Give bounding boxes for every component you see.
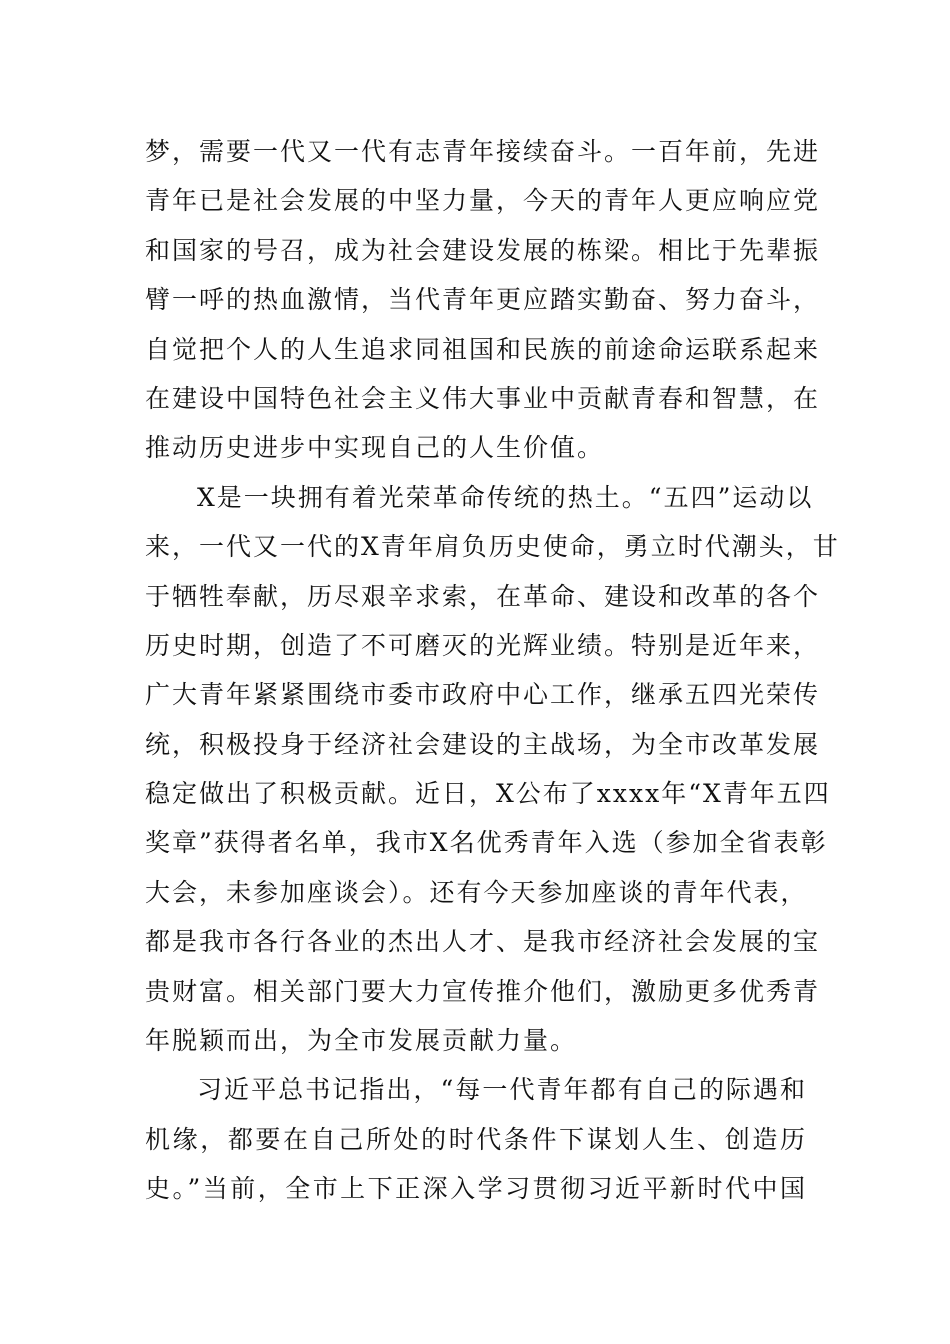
text-line: 都是我市各行各业的杰出人才、是我市经济社会发展的宝 bbox=[145, 927, 821, 957]
paragraph-3 bbox=[145, 1065, 807, 1213]
paragraph-2 bbox=[145, 473, 840, 1066]
text-line: 广大青年紧紧围绕市委市政府中心工作，继承五四光荣传 bbox=[145, 680, 821, 710]
text-line: 在建设中国特色社会主义伟大事业中贡献青春和智慧，在 bbox=[145, 383, 821, 413]
text-line: 大会，未参加座谈会）。还有今天参加座谈的青年代表， bbox=[145, 877, 808, 907]
text-line: 自觉把个人的人生追求同祖国和民族的前途命运联系起来 bbox=[145, 334, 821, 364]
paragraph-1 bbox=[145, 127, 821, 473]
text-line: 青年已是社会发展的中坚力量，今天的青年人更应响应党 bbox=[145, 186, 821, 216]
text-line: 史。”当前，全市上下正深入学习贯彻习近平新时代中国 bbox=[145, 1174, 807, 1204]
text-line: 奖章”获得者名单，我市X名优秀青年入选（参加全省表彰 bbox=[145, 828, 828, 858]
text-line: 来，一代又一代的X青年肩负历史使命，勇立时代潮头，甘 bbox=[145, 532, 840, 562]
text-line: 贵财富。相关部门要大力宣传推介他们，激励更多优秀青 bbox=[145, 976, 821, 1006]
text-line: 历史时期，创造了不可磨灭的光辉业绩。特别是近年来， bbox=[145, 630, 821, 660]
document-body bbox=[145, 127, 840, 1214]
text-line: 稳定做出了积极贡献。近日，X公布了xxxx年“X青年五四 bbox=[145, 779, 831, 809]
text-line: X是一块拥有着光荣革命传统的热土。“五四”运动以 bbox=[197, 482, 814, 512]
text-line: 臂一呼的热血激情，当代青年更应踏实勤奋、努力奋斗， bbox=[145, 285, 821, 315]
text-line: 于牺牲奉献，历尽艰辛求索，在革命、建设和改革的各个 bbox=[145, 581, 821, 611]
text-line: 和国家的号召，成为社会建设发展的栋梁。相比于先辈振 bbox=[145, 235, 821, 265]
text-line: 推动历史进步中实现自己的人生价值。 bbox=[145, 433, 605, 463]
text-line: 梦，需要一代又一代有志青年接续奋斗。一百年前，先进 bbox=[145, 137, 821, 166]
text-line: 统，积极投身于经济社会建设的主战场，为全市改革发展 bbox=[145, 729, 821, 759]
text-line: 机缘，都要在自己所处的时代条件下谋划人生、创造历 bbox=[145, 1124, 807, 1154]
text-line: 年脱颖而出，为全市发展贡献力量。 bbox=[145, 1026, 578, 1056]
text-line: 习近平总书记指出，“每一代青年都有自己的际遇和 bbox=[197, 1075, 807, 1105]
